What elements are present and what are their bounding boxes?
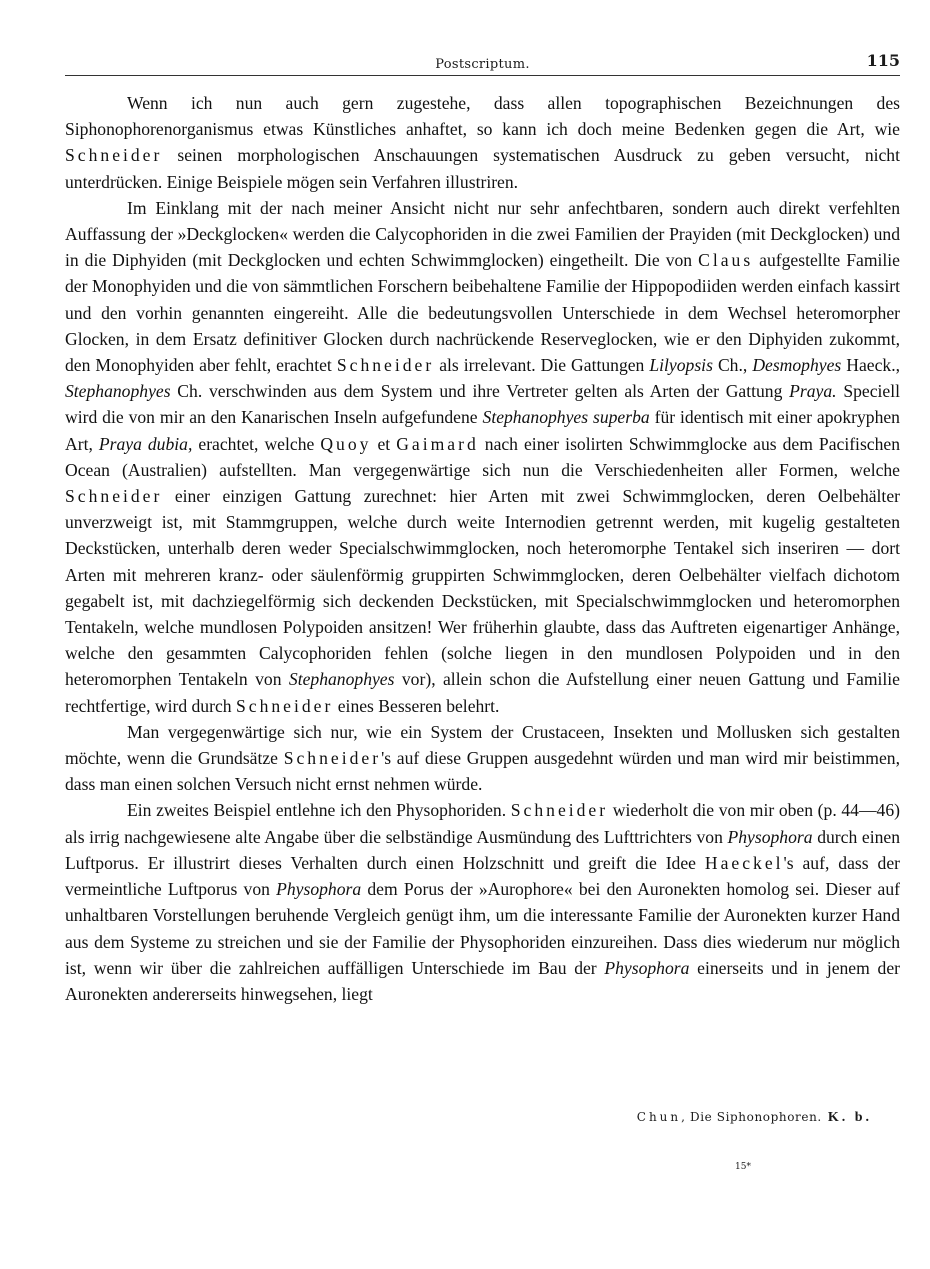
taxon-name: Desmophyes [752,355,842,376]
text-run: einer einzigen Gattung zurechnet: hier Arten mit zwei Schwimmglocken, deren Oelbehälter unverzweigt ist, mit Stammgruppen, welche durch weite Internodien getrennt werden, mit kugelig gestalteten Deckstücken, unterhalb deren weder Specialschwimmglocken, noch heteromorphe Tentakel sich inseriren — dort Arten mit mehreren kranz- oder säulenförmig gruppirten Schwimmglocken, deren Oelbehälter vielfach dichotom gegabelt ist, mit dachziegelförmig sich deckenden Deckstücken, mit Specialschwimmglocken und heteromorphen Tentakeln, welche mundlosen Polypoiden ansitzen! Wer früherhin glaubte, dass das Auftreten eigenartiger Anhänge, welche den gesammten Calycophoriden fehlen (solche liegen in den mundlosen Polypoiden und in den heteromorphen Tentakeln von [65,486,900,690]
text-run: als irrelevant. Die Gattungen [434,355,650,376]
taxon-name: Physophora [727,826,813,847]
author-name: Schneider [336,355,435,376]
author-name: Gaimard [396,433,479,454]
author-name: Schneider [510,800,609,821]
text-run: dem Porus der »Aurophore« bei den Auronekten homolog sei. Dieser auf unhaltbaren Vorstellungen beruhende Vergleich genügt ihm, um die interessante Familie der Auronekten kurzer Hand aus dem Systeme zu streichen und sie der Familie der Physophoriden einzureihen. Dass dies wiederum nur möglich ist, wenn wir über die zahlreichen auffälligen Unterschiede im Bau der [65,879,900,978]
running-head [65,51,900,75]
taxon-name: Physophora [276,879,362,900]
text-run: für identisch mit einer apokryphen Art, [65,407,900,454]
text-run: et [371,433,397,454]
text-run: Ein zweites Beispiel entlehne ich den Physophoriden. [127,800,511,821]
paragraph-4 [65,797,900,1007]
taxon-name: Physophora [604,957,690,978]
signature-mark: K. b. [827,1110,872,1125]
author-name: Schneider [235,695,334,716]
page-number: 115 [866,51,900,70]
text-run: vor), allein schon die Aufstellung einer neuen Gattung und Familie rechtfertige, wird durch [65,669,900,716]
taxon-name: Praya dubia, [98,433,193,454]
text-run: 's auf diese Gruppen ausgedehnt würden und man wird mir beistimmen, dass man einen solchen Versuch nicht ernst nehmen würde. [65,748,900,795]
author-name: Schneider [65,486,163,507]
text-run: wiederholt die von mir oben (p. 44—46) als irrig nachgewiesene alte Angabe über die selbständige Ausmündung des Lufttrichters von [65,800,900,847]
text-run: einerseits und in jenem der Auronekten andererseits hinwegsehen, liegt [65,957,900,1004]
running-title: Postscriptum. [435,57,530,72]
text-run: Ch. verschwinden aus dem System und ihre Vertreter gelten als Arten der Gattung [170,381,790,402]
author-name: Quoy [320,433,372,454]
text-run: seinen morphologischen Anschauungen systematischen Ausdruck zu geben versucht, nicht unterdrücken. Einige Beispiele mögen sein Verfahren illustriren. [65,145,900,192]
text-run: Haeck., [841,355,901,376]
taxon-name: Stephanophyes [288,669,395,690]
text-run: durch einen Luftporus. Er illustrirt dieses Verhalten durch einen Holzschnitt und greift die Idee [65,826,900,873]
text-run: Wenn ich nun auch gern zugestehe, dass allen topographischen Bezeichnungen des Siphonophorenorganismus etwas Künstliches anhaftet, so kann ich doch meine Bedenken gegen die Art, wie [65,93,900,140]
author-name: Claus [698,250,754,271]
page-footer [65,1110,900,1170]
paragraph-1 [65,90,900,195]
author-name: Haeckel [704,852,784,873]
sheet-mark: 15* [735,1162,751,1172]
text-run: Im Einklang mit der nach meiner Ansicht nicht nur sehr anfechtbaren, sondern auch direkt verfehlten Auffassung der »Deckglocken« werden die Calycophoriden in die zwei Familien der Prayiden (mit Deckglocken) und in die Diphyiden (mit Deckglocken und echten Schwimmglocken) eingetheilt. Die von [65,197,900,271]
author-name: Schneider [65,145,163,166]
text-run: nach einer isolirten Schwimmglocke aus dem Pacifischen Ocean (Australien) aufstellten. Man vergegenwärtige sich nun die Verschiedenheiten aller Formen, welche [65,433,901,480]
text-run: eines Besseren belehrt. [333,695,500,716]
text-run: Ch., [712,355,753,376]
text-run: Man vergegenwärtige sich nur, wie ein System der Crustaceen, Insekten und Mollusken sich gestalten möchte, wenn die Grundsätze [65,721,900,769]
signature-line [637,1110,872,1126]
signature-author: Chun [636,1110,682,1124]
text-run: aufgestellte Familie der Monophyiden und die von sämmtlichen Forschern beibehaltene Familie der Hippopodiiden werden einfach kassirt und den vorhin genannten eingereiht. Alle die bedeutungsvollen Unterschiede in dem Wechsel heteromorpher Glocken, in dem Ersatz definitiver Glocken durch nachrückende Reserveglocken, wie er den Diphyiden zukommt, den Monophyiden aber fehlt, erachtet [65,250,900,376]
body-text [65,90,900,1007]
signature-title: , Die Siphonophoren. [681,1110,822,1124]
text-run: erachtet, welche [192,433,321,454]
taxon-name: Lilyopsis [649,355,713,376]
taxon-name: Stephanophyes [65,381,171,402]
author-name: Schneider [283,748,382,769]
paragraph-3 [65,719,900,798]
taxon-name: Stephanophyes superba [482,407,650,428]
text-run: 's auf, dass der vermeintliche Luftporus von [65,852,900,900]
header-rule [65,75,900,76]
paragraph-2 [65,195,900,719]
text-run: Speciell wird die von mir an den Kanarischen Inseln aufgefundene [65,381,900,428]
taxon-name: Praya. [789,381,837,402]
